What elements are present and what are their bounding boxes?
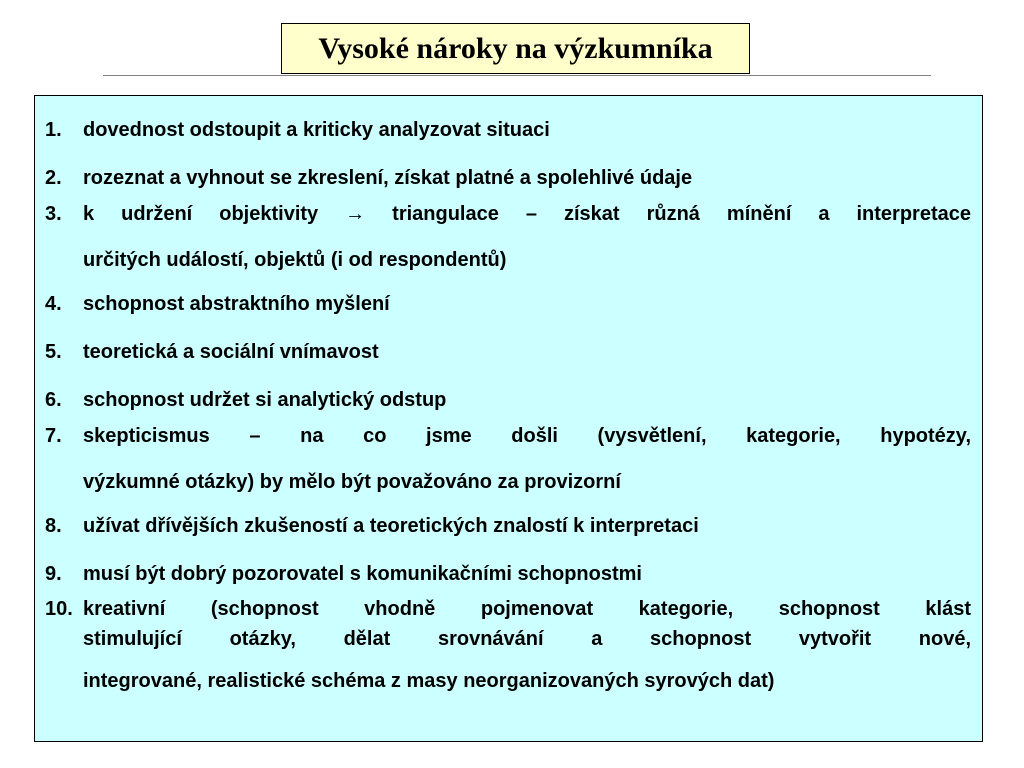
item-line: stimulující otázky, dělat srovnávání a schopnost vytvořit nové, (83, 628, 971, 650)
item-number: 2. (45, 167, 62, 189)
item-number: 5. (45, 341, 62, 363)
item-line: rozeznat a vyhnout se zkreslení, získat platné a spolehlivé údaje (83, 167, 693, 189)
item-line: skepticismus – na co jsme došli (vysvětlení, kategorie, hypotézy, (83, 425, 971, 447)
item-line: schopnost abstraktního myšlení (83, 293, 390, 315)
item-text (83, 560, 971, 588)
content-box (34, 95, 983, 742)
item-line: určitých událostí, objektů (i od respondentů) (83, 249, 507, 271)
item-line: dovednost odstoupit a kriticky analyzovat situaci (83, 119, 550, 141)
item-text (83, 422, 971, 496)
item-text (83, 595, 971, 695)
item-number: 7. (45, 425, 62, 447)
item-line: integrované, realistické schéma z masy neorganizovaných syrových dat) (83, 670, 775, 692)
item-text (83, 164, 971, 192)
item-number: 8. (45, 515, 62, 537)
item-text (83, 338, 971, 366)
item-line: výzkumné otázky) by mělo být považováno za provizorní (83, 471, 621, 493)
slide-title: Vysoké nároky na výzkumníka (318, 31, 713, 65)
item-line: schopnost udržet si analytický odstup (83, 389, 447, 411)
title-divider (103, 75, 931, 76)
item-number: 1. (45, 119, 62, 141)
item-line: kreativní (schopnost vhodně pojmenovat kategorie, schopnost klást (83, 598, 971, 620)
item-number: 9. (45, 563, 62, 585)
item-text (83, 512, 971, 540)
item-number: 10. (45, 598, 73, 620)
item-text (83, 386, 971, 414)
item-line: musí být dobrý pozorovatel s komunikačními schopnostmi (83, 563, 642, 585)
item-text (83, 116, 971, 144)
item-line: užívat dřívějších zkušeností a teoretických znalostí k interpretaci (83, 515, 699, 537)
item-number: 3. (45, 203, 62, 225)
title-box (281, 23, 750, 74)
item-number: 4. (45, 293, 62, 315)
item-number: 6. (45, 389, 62, 411)
item-text (83, 200, 971, 274)
item-text (83, 290, 971, 318)
item-line: teoretická a sociální vnímavost (83, 341, 379, 363)
item-line: k udržení objektivity → triangulace – získat různá mínění a interpretace (83, 203, 971, 225)
